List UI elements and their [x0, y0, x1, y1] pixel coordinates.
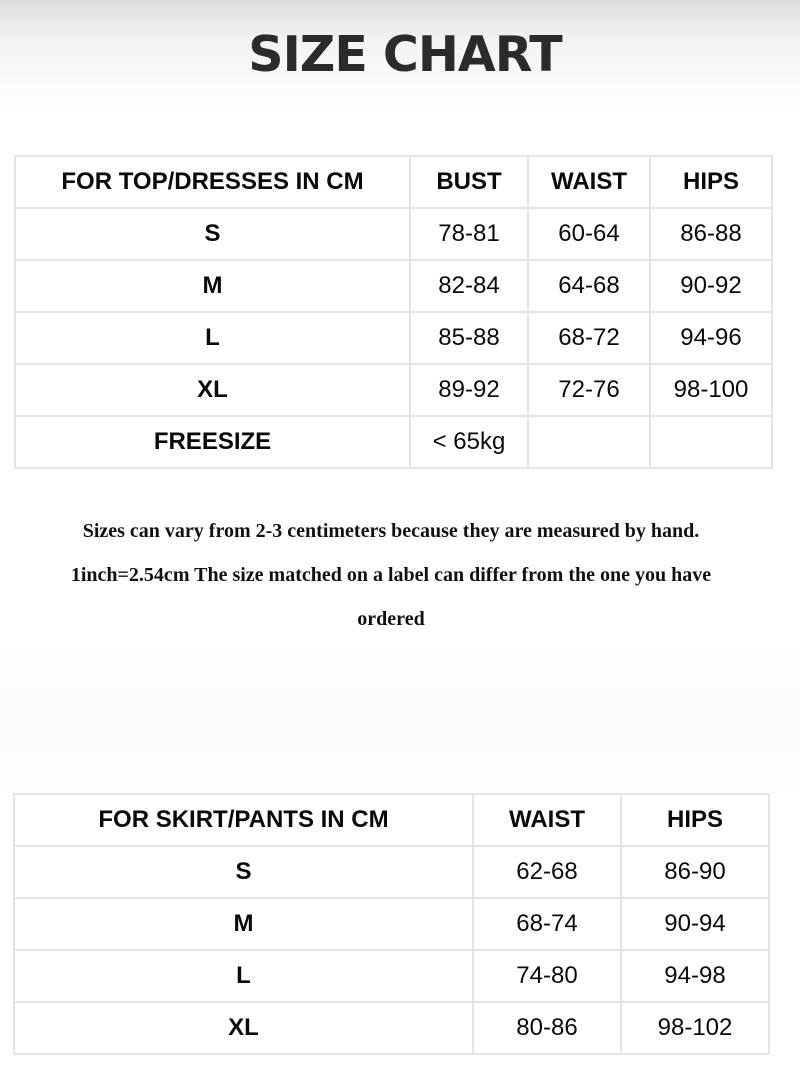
table-row: [14, 1002, 769, 1054]
waist-value: 80-86: [473, 1002, 621, 1054]
bust-value: 85-88: [410, 312, 528, 364]
table-header-row: [15, 156, 772, 208]
size-label: L: [14, 950, 473, 1002]
hips-value: 98-100: [650, 364, 772, 416]
waist-value: 68-72: [528, 312, 650, 364]
column-header: FOR SKIRT/PANTS IN CM: [14, 794, 473, 846]
table-row: [15, 260, 772, 312]
waist-value: 68-74: [473, 898, 621, 950]
bust-value: 82-84: [410, 260, 528, 312]
table-row: [14, 846, 769, 898]
column-header: FOR TOP/DRESSES IN CM: [15, 156, 410, 208]
column-header: HIPS: [621, 794, 769, 846]
waist-value: [528, 416, 650, 468]
hips-value: 86-90: [621, 846, 769, 898]
waist-value: 74-80: [473, 950, 621, 1002]
waist-value: 60-64: [528, 208, 650, 260]
table-row: [15, 364, 772, 416]
note-line: 1inch=2.54cm The size matched on a label can differ from the one you have: [70, 564, 712, 586]
table-row: [15, 312, 772, 364]
size-label: S: [14, 846, 473, 898]
top-dresses-size-table: [14, 155, 773, 469]
table-row: [15, 416, 772, 468]
table-row: [15, 208, 772, 260]
column-header: BUST: [410, 156, 528, 208]
hips-value: 94-98: [621, 950, 769, 1002]
size-note: [0, 509, 782, 641]
page-title: SIZE CHART: [248, 26, 562, 83]
column-header: WAIST: [473, 794, 621, 846]
size-label: XL: [15, 364, 410, 416]
waist-value: 64-68: [528, 260, 650, 312]
note-line: Sizes can vary from 2-3 centimeters because they are measured by hand.: [82, 520, 700, 542]
column-header: HIPS: [650, 156, 772, 208]
size-label: M: [14, 898, 473, 950]
hips-value: 86-88: [650, 208, 772, 260]
hips-value: 98-102: [621, 1002, 769, 1054]
bust-value: < 65kg: [410, 416, 528, 468]
skirt-pants-size-table: [13, 793, 770, 1055]
table-row: [14, 898, 769, 950]
size-label: M: [15, 260, 410, 312]
waist-value: 62-68: [473, 846, 621, 898]
table-row: [14, 950, 769, 1002]
column-header: WAIST: [528, 156, 650, 208]
bust-value: 89-92: [410, 364, 528, 416]
table-header-row: [14, 794, 769, 846]
size-label: FREESIZE: [15, 416, 410, 468]
size-label: XL: [14, 1002, 473, 1054]
waist-value: 72-76: [528, 364, 650, 416]
hips-value: [650, 416, 772, 468]
hips-value: 90-94: [621, 898, 769, 950]
size-label: S: [15, 208, 410, 260]
hips-value: 90-92: [650, 260, 772, 312]
size-label: L: [15, 312, 410, 364]
note-line: ordered: [357, 608, 425, 630]
hips-value: 94-96: [650, 312, 772, 364]
bust-value: 78-81: [410, 208, 528, 260]
